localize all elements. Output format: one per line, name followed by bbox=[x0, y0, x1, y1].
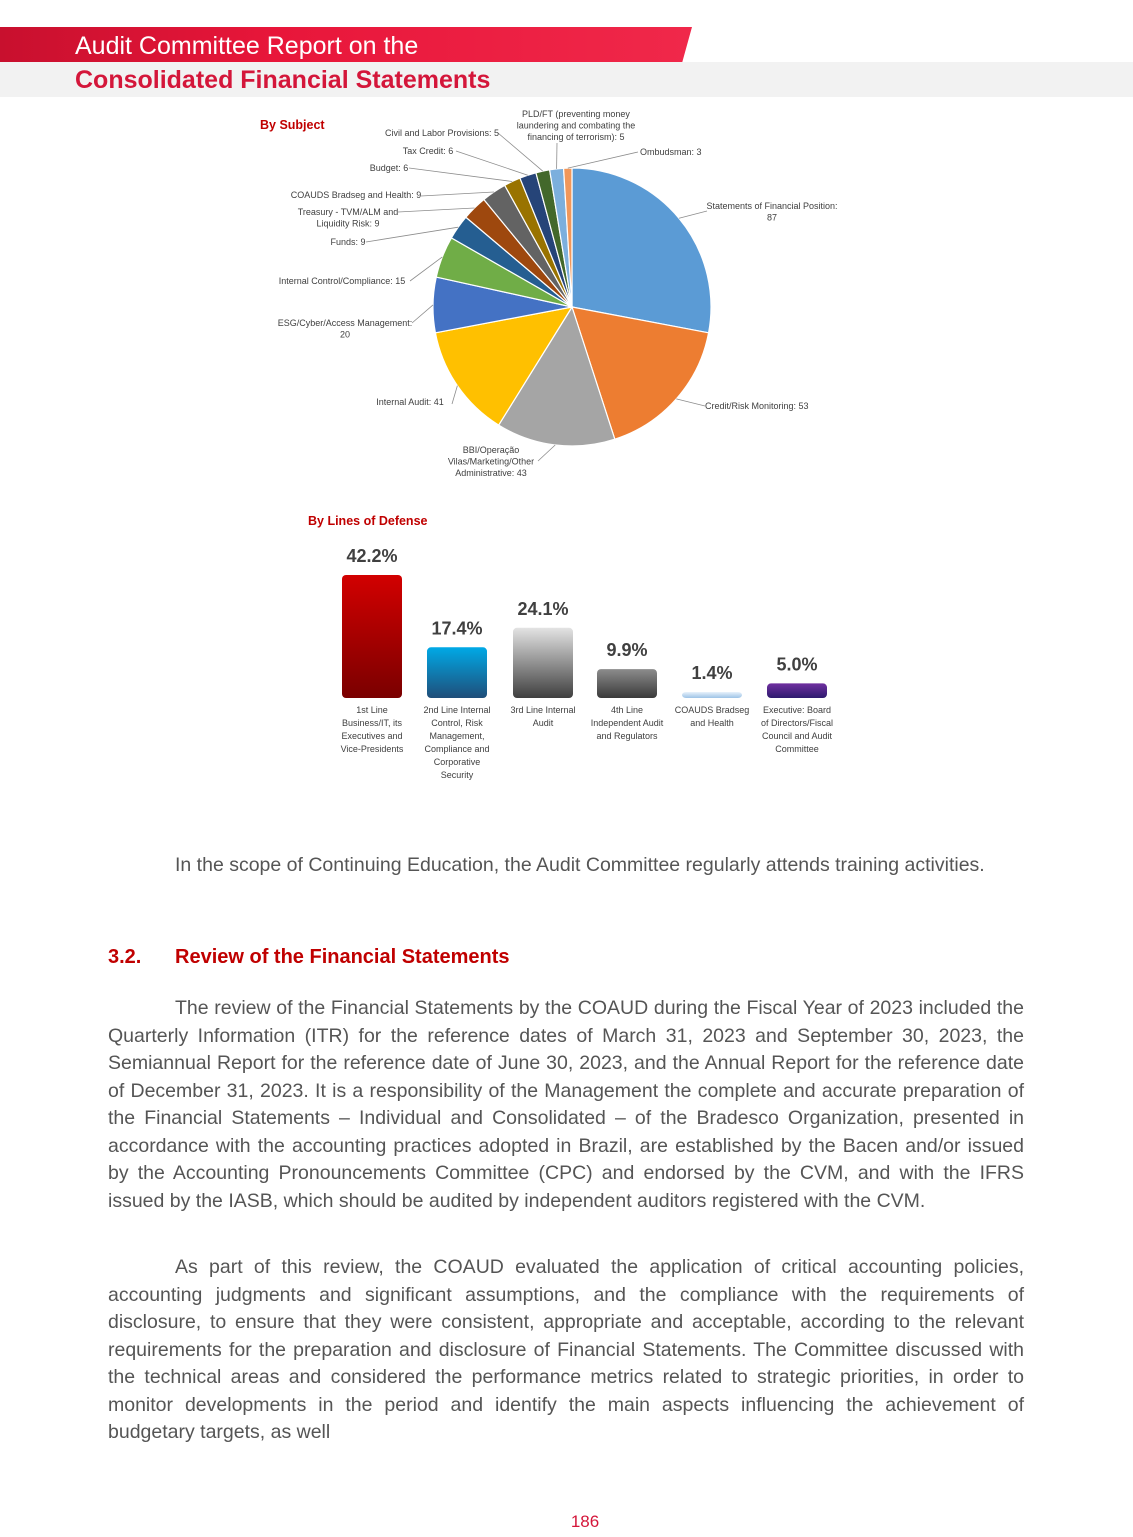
pie-slice-label: Tax Credit: 6 bbox=[402, 146, 454, 156]
bar-category-label: Compliance and bbox=[424, 744, 490, 754]
paragraph-review-evaluation: As part of this review, the COAUD evaluated the application of critical accounting policies, accounting judgments and significant assumptions, and the compliance with the requirements of disclosure, to ensure that they were consistent, appropriate and acceptable, according to the relevant requirements for the preparation and disclosure of Financial Statements. The Committee discussed with the technical areas and considered the performance metrics related to strategic priorities, in order to monitor developments in the period and identify the main aspects influencing the achievement of budgetary targets, as well bbox=[108, 1256, 1024, 1443]
bar-category-label: Independent Audit bbox=[590, 718, 664, 728]
pie-slice-label: Administrative: 43 bbox=[455, 468, 527, 478]
bar bbox=[682, 692, 742, 698]
bar-category-label: Executives and bbox=[341, 731, 403, 741]
pie-slice-label: Funds: 9 bbox=[330, 237, 366, 247]
bar-category-label: 4th Line bbox=[610, 705, 644, 715]
bar bbox=[513, 628, 573, 698]
pie-slice-label: Statements of Financial Position: bbox=[706, 201, 838, 211]
pie-leader-line bbox=[676, 399, 705, 406]
section-title: Review of the Financial Statements bbox=[175, 946, 510, 968]
pie-leader-line bbox=[452, 386, 457, 404]
bar-category-label: 1st Line bbox=[356, 705, 388, 715]
paragraph-continuing-education: In the scope of Continuing Education, the Audit Committee regularly attends training activities. bbox=[175, 854, 985, 876]
bar-category-label: Committee bbox=[775, 744, 819, 754]
pie-leader-line bbox=[412, 305, 433, 323]
bar-category-label: and Regulators bbox=[596, 731, 658, 741]
pie-slice-label: Treasury - TVM/ALM and bbox=[297, 207, 399, 217]
bar-value-label: 42.2% bbox=[346, 546, 398, 566]
bar-category-label: Executive: Board bbox=[762, 705, 832, 715]
pie-slice-label: ESG/Cyber/Access Management: bbox=[277, 318, 413, 328]
pie-leader-line bbox=[538, 445, 555, 461]
pie-leader-line bbox=[409, 168, 512, 182]
section-heading bbox=[108, 946, 510, 969]
bar-category-label: 2nd Line Internal bbox=[423, 705, 491, 715]
pie-leader-line bbox=[679, 211, 707, 218]
pie-slice-label: Ombudsman: 3 bbox=[640, 147, 702, 157]
pie-slice-label: Liquidity Risk: 9 bbox=[316, 218, 380, 229]
pie-slice-label: Civil and Labor Provisions: 5 bbox=[384, 128, 500, 138]
pie-leader-line bbox=[398, 208, 475, 212]
bar bbox=[767, 683, 827, 698]
bar-category-label: Control, Risk bbox=[431, 718, 483, 728]
bar-category-label: Management, bbox=[429, 731, 485, 741]
pie-leader-line bbox=[568, 152, 638, 168]
pie-slice-label: BBI/Operação bbox=[462, 445, 520, 455]
bar-value-label: 17.4% bbox=[431, 618, 483, 639]
bar-category-label: Security bbox=[440, 770, 474, 780]
by-subject-pie-chart bbox=[0, 100, 1133, 500]
pie-slice-label: COAUDS Bradseg and Health: 9 bbox=[290, 190, 422, 200]
pie-slice-label: 87 bbox=[766, 212, 778, 223]
bar-category-label: Vice-Presidents bbox=[340, 744, 404, 754]
pie-slice-label: Vilas/Marketing/Other bbox=[447, 456, 535, 467]
bar bbox=[342, 575, 402, 698]
pie-slice-label: 20 bbox=[339, 329, 351, 340]
bar-category-label: Corporative bbox=[433, 757, 481, 767]
pie-slice-label: Budget: 6 bbox=[369, 163, 409, 173]
bar bbox=[597, 669, 657, 698]
pie-leader-line bbox=[456, 151, 528, 175]
bar-category-label: of Directors/Fiscal bbox=[760, 718, 834, 728]
report-title-line2: Consolidated Financial Statements bbox=[75, 66, 491, 94]
bar-value-label: 9.9% bbox=[606, 640, 648, 661]
pie-slice-label: PLD/FT (preventing money bbox=[522, 109, 630, 119]
pie-slice-label: Internal Audit: 41 bbox=[376, 397, 444, 407]
bar-category-label: Council and Audit bbox=[761, 731, 833, 741]
pie-slice-label: financing of terrorism): 5 bbox=[527, 132, 625, 142]
section-number: 3.2. bbox=[108, 946, 142, 968]
report-title-line1: Audit Committee Report on the bbox=[75, 32, 419, 60]
pie-chart-title: By Subject bbox=[260, 118, 325, 132]
bar-category-label: Audit bbox=[532, 718, 554, 728]
pie-leader-line bbox=[421, 192, 494, 196]
pie-slice-label: laundering and combating the bbox=[516, 120, 636, 131]
bar-category-label: COAUDS Bradseg bbox=[674, 705, 750, 715]
bar-value-label: 1.4% bbox=[691, 663, 733, 683]
bar bbox=[427, 647, 487, 698]
pie-slice-label: Internal Control/Compliance: 15 bbox=[278, 276, 406, 286]
bar-value-label: 5.0% bbox=[776, 654, 818, 675]
pie-slice-label: Credit/Risk Monitoring: 53 bbox=[705, 401, 809, 411]
by-lines-of-defense-bar-chart bbox=[0, 505, 1133, 790]
pie-slice bbox=[572, 168, 711, 333]
bar-value-label: 24.1% bbox=[517, 598, 569, 619]
page-number: 186 bbox=[570, 1512, 600, 1531]
paragraph-review-scope: The review of the Financial Statements by the COAUD during the Fiscal Year of 2023 included the Quarterly Information (ITR) for the reference dates of March 31, 2023 and September 30, 2023, the Semiannual Report for the reference date of June 30, 2023, and the Annual Report for the reference date of December 31, 2023. It is a responsibility of the Management the complete and accurate preparation of the Financial Statements – Individual and Consolidated – of the Bradesco Organization, presented in accordance with the accounting practices adopted in Brazil, are established by the Bacen and/or issued by the Accounting Pronouncements Committee (CPC) and endorsed by the CVM, and with the IFRS issued by the IASB, which should be audited by independent auditors registered with the CVM. bbox=[108, 997, 1024, 1212]
pie-leader-line bbox=[366, 227, 458, 242]
bar-chart-title: By Lines of Defense bbox=[308, 514, 428, 528]
bar-category-label: Business/IT, its bbox=[341, 718, 403, 728]
bar-category-label: and Health bbox=[690, 718, 734, 728]
bar-category-label: 3rd Line Internal bbox=[510, 705, 576, 715]
